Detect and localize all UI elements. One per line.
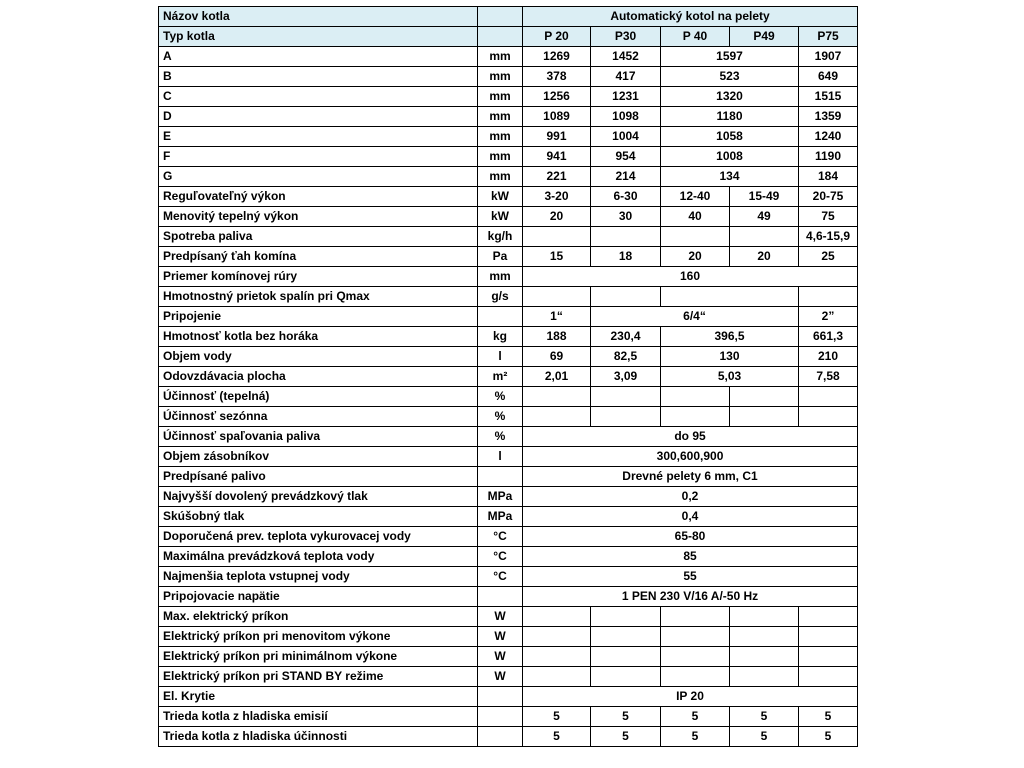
value-p30: 1452 xyxy=(591,47,661,67)
value-p49: 20 xyxy=(730,247,799,267)
value-p20: 941 xyxy=(523,147,591,167)
value-p49 xyxy=(730,667,799,687)
row-label: Menovitý tepelný výkon xyxy=(159,207,478,227)
row-unit: mm xyxy=(478,267,523,287)
value-p30: 6-30 xyxy=(591,187,661,207)
value-p20: 991 xyxy=(523,127,591,147)
row-class-emissions xyxy=(159,707,858,727)
row-label: Účinnosť sezónna xyxy=(159,407,478,427)
row-max-temp xyxy=(159,547,858,567)
row-el-minimum xyxy=(159,647,858,667)
value-all-models: 65-80 xyxy=(523,527,858,547)
value-p30: 3,09 xyxy=(591,367,661,387)
value-p75: 210 xyxy=(799,347,858,367)
value-p30 xyxy=(591,287,661,307)
value-p40-p49: 1008 xyxy=(661,147,799,167)
value-p40 xyxy=(661,647,730,667)
value-p40 xyxy=(661,407,730,427)
value-p20: 5 xyxy=(523,707,591,727)
row-unit: % xyxy=(478,427,523,447)
row-f xyxy=(159,147,858,167)
value-p40-p49: 1320 xyxy=(661,87,799,107)
value-p75 xyxy=(799,627,858,647)
value-p20: 1256 xyxy=(523,87,591,107)
value-p30 xyxy=(591,667,661,687)
row-efficiency-seasonal xyxy=(159,407,858,427)
value-p40 xyxy=(661,667,730,687)
value-p49 xyxy=(730,647,799,667)
value-p40-p49: 1180 xyxy=(661,107,799,127)
row-label: Najmenšia teplota vstupnej vody xyxy=(159,567,478,587)
row-label: Predpísané palivo xyxy=(159,467,478,487)
value-p20 xyxy=(523,667,591,687)
value-p40: 5 xyxy=(661,727,730,747)
row-label: Odovzdávacia plocha xyxy=(159,367,478,387)
row-flue-gas-flow xyxy=(159,287,858,307)
value-p30: 5 xyxy=(591,707,661,727)
row-min-inlet-temp xyxy=(159,567,858,587)
row-unit: MPa xyxy=(478,507,523,527)
value-p20 xyxy=(523,407,591,427)
value-all-models: 1 PEN 230 V/16 A/-50 Hz xyxy=(523,587,858,607)
value-p20: 1“ xyxy=(523,307,591,327)
value-p75: 20-75 xyxy=(799,187,858,207)
row-unit xyxy=(478,467,523,487)
row-unit: kW xyxy=(478,187,523,207)
row-label: Hmotnostný prietok spalín pri Qmax xyxy=(159,287,478,307)
value-all-models: do 95 xyxy=(523,427,858,447)
value-all-models: 300,600,900 xyxy=(523,447,858,467)
header-unit-cell xyxy=(478,7,523,27)
row-label: Doporučená prev. teplota vykurovacej vody xyxy=(159,527,478,547)
row-label: Priemer komínovej rúry xyxy=(159,267,478,287)
row-label: C xyxy=(159,87,478,107)
row-label: Predpísaný ťah komína xyxy=(159,247,478,267)
value-p20: 20 xyxy=(523,207,591,227)
value-p75: 184 xyxy=(799,167,858,187)
row-test-pressure xyxy=(159,507,858,527)
value-p20 xyxy=(523,287,591,307)
value-p49 xyxy=(730,407,799,427)
row-unit: % xyxy=(478,387,523,407)
value-p75 xyxy=(799,387,858,407)
value-p20: 1269 xyxy=(523,47,591,67)
row-label: Hmotnosť kotla bez horáka xyxy=(159,327,478,347)
value-p30: 82,5 xyxy=(591,347,661,367)
row-fuel xyxy=(159,467,858,487)
value-p30: 214 xyxy=(591,167,661,187)
value-p30-p49: 6/4“ xyxy=(591,307,799,327)
value-p30: 1004 xyxy=(591,127,661,147)
value-p75: 2” xyxy=(799,307,858,327)
value-p20: 221 xyxy=(523,167,591,187)
row-c xyxy=(159,87,858,107)
value-p30 xyxy=(591,227,661,247)
value-p20: 5 xyxy=(523,727,591,747)
value-p40-p49: 396,5 xyxy=(661,327,799,347)
value-p20: 15 xyxy=(523,247,591,267)
value-p40 xyxy=(661,607,730,627)
row-label: El. Krytie xyxy=(159,687,478,707)
value-p75: 649 xyxy=(799,67,858,87)
value-p30 xyxy=(591,407,661,427)
value-p75 xyxy=(799,607,858,627)
value-p49 xyxy=(730,627,799,647)
row-connection xyxy=(159,307,858,327)
value-p75: 1907 xyxy=(799,47,858,67)
value-p49: 15-49 xyxy=(730,187,799,207)
row-unit: l xyxy=(478,347,523,367)
value-p20: 188 xyxy=(523,327,591,347)
row-unit: °C xyxy=(478,567,523,587)
row-g xyxy=(159,167,858,187)
row-unit: W xyxy=(478,647,523,667)
row-label: D xyxy=(159,107,478,127)
row-unit: % xyxy=(478,407,523,427)
value-p75 xyxy=(799,287,858,307)
value-p20 xyxy=(523,627,591,647)
row-unit: °C xyxy=(478,547,523,567)
value-all-models: 160 xyxy=(523,267,858,287)
row-efficiency-combustion xyxy=(159,427,858,447)
row-label: Max. elektrický príkon xyxy=(159,607,478,627)
model-p30: P30 xyxy=(591,27,661,47)
value-p75: 1240 xyxy=(799,127,858,147)
value-p30: 30 xyxy=(591,207,661,227)
value-p30 xyxy=(591,607,661,627)
model-p75: P75 xyxy=(799,27,858,47)
row-e xyxy=(159,127,858,147)
value-p20 xyxy=(523,607,591,627)
row-weight xyxy=(159,327,858,347)
boiler-spec-table xyxy=(158,6,858,747)
value-p40 xyxy=(661,227,730,247)
value-p49: 49 xyxy=(730,207,799,227)
row-label: Elektrický príkon pri minimálnom výkone xyxy=(159,647,478,667)
value-all-models: Drevné pelety 6 mm, C1 xyxy=(523,467,858,487)
value-p75 xyxy=(799,407,858,427)
value-p40-p49: 523 xyxy=(661,67,799,87)
value-p40-p49: 5,03 xyxy=(661,367,799,387)
value-p40: 5 xyxy=(661,707,730,727)
value-p20: 3-20 xyxy=(523,187,591,207)
row-unit xyxy=(478,707,523,727)
value-p75: 661,3 xyxy=(799,327,858,347)
row-label: Maximálna prevádzková teplota vody xyxy=(159,547,478,567)
row-unit xyxy=(478,687,523,707)
row-label: Reguľovateľný výkon xyxy=(159,187,478,207)
value-p75: 25 xyxy=(799,247,858,267)
row-unit: kg/h xyxy=(478,227,523,247)
row-label: B xyxy=(159,67,478,87)
value-p75: 1515 xyxy=(799,87,858,107)
row-label: E xyxy=(159,127,478,147)
row-heat-surface xyxy=(159,367,858,387)
row-unit: mm xyxy=(478,147,523,167)
value-p49: 5 xyxy=(730,727,799,747)
row-unit: l xyxy=(478,447,523,467)
value-p49 xyxy=(730,607,799,627)
row-protection xyxy=(159,687,858,707)
value-p20 xyxy=(523,647,591,667)
boiler-type-label: Typ kotla xyxy=(159,27,478,47)
row-fuel-consumption xyxy=(159,227,858,247)
value-p30: 230,4 xyxy=(591,327,661,347)
row-label: Elektrický príkon pri menovitom výkone xyxy=(159,627,478,647)
row-efficiency-thermal xyxy=(159,387,858,407)
row-label: Trieda kotla z hladiska emisií xyxy=(159,707,478,727)
row-max-pressure xyxy=(159,487,858,507)
value-p75: 5 xyxy=(799,707,858,727)
row-chimney-diameter xyxy=(159,267,858,287)
value-p75: 7,58 xyxy=(799,367,858,387)
row-unit: m² xyxy=(478,367,523,387)
value-p40: 40 xyxy=(661,207,730,227)
row-unit xyxy=(478,587,523,607)
row-label: Pripojenie xyxy=(159,307,478,327)
value-p40-p49: 1058 xyxy=(661,127,799,147)
row-unit: mm xyxy=(478,107,523,127)
value-p30 xyxy=(591,387,661,407)
row-unit: kg xyxy=(478,327,523,347)
value-p20 xyxy=(523,227,591,247)
value-p40 xyxy=(661,387,730,407)
row-unit: mm xyxy=(478,127,523,147)
row-unit: mm xyxy=(478,167,523,187)
row-d xyxy=(159,107,858,127)
value-p30 xyxy=(591,627,661,647)
row-water-volume xyxy=(159,347,858,367)
row-b xyxy=(159,67,858,87)
row-regulated-output xyxy=(159,187,858,207)
row-voltage xyxy=(159,587,858,607)
row-label: Spotreba paliva xyxy=(159,227,478,247)
row-unit: W xyxy=(478,667,523,687)
value-p20: 69 xyxy=(523,347,591,367)
row-label: A xyxy=(159,47,478,67)
value-all-models: 0,2 xyxy=(523,487,858,507)
row-unit: mm xyxy=(478,87,523,107)
value-p75: 4,6-15,9 xyxy=(799,227,858,247)
value-p40: 20 xyxy=(661,247,730,267)
row-unit: MPa xyxy=(478,487,523,507)
row-label: Objem vody xyxy=(159,347,478,367)
value-p30: 1098 xyxy=(591,107,661,127)
value-p20 xyxy=(523,387,591,407)
row-unit: W xyxy=(478,607,523,627)
row-unit: Pa xyxy=(478,247,523,267)
row-unit xyxy=(478,727,523,747)
row-chimney-draft xyxy=(159,247,858,267)
row-unit: mm xyxy=(478,67,523,87)
value-all-models: 85 xyxy=(523,547,858,567)
model-p20: P 20 xyxy=(523,27,591,47)
value-p30: 417 xyxy=(591,67,661,87)
value-p75: 75 xyxy=(799,207,858,227)
row-label: Trieda kotla z hladiska účinnosti xyxy=(159,727,478,747)
row-a xyxy=(159,47,858,67)
value-p30 xyxy=(591,647,661,667)
table-title: Automatický kotol na pelety xyxy=(523,7,858,27)
model-p40: P 40 xyxy=(661,27,730,47)
row-recommended-temp xyxy=(159,527,858,547)
row-label: Objem zásobníkov xyxy=(159,447,478,467)
value-all-models: 55 xyxy=(523,567,858,587)
value-p40-p49 xyxy=(661,287,799,307)
value-p75: 1190 xyxy=(799,147,858,167)
value-p30: 18 xyxy=(591,247,661,267)
value-p30: 1231 xyxy=(591,87,661,107)
row-unit: W xyxy=(478,627,523,647)
row-label: Účinnosť spaľovania paliva xyxy=(159,427,478,447)
value-p40-p49: 130 xyxy=(661,347,799,367)
value-p40-p49: 134 xyxy=(661,167,799,187)
value-p40: 12-40 xyxy=(661,187,730,207)
row-unit: °C xyxy=(478,527,523,547)
value-all-models: IP 20 xyxy=(523,687,858,707)
value-p49 xyxy=(730,227,799,247)
value-p75: 1359 xyxy=(799,107,858,127)
row-label: F xyxy=(159,147,478,167)
value-p75: 5 xyxy=(799,727,858,747)
row-unit: g/s xyxy=(478,287,523,307)
header-row-type xyxy=(159,27,858,47)
row-nominal-output xyxy=(159,207,858,227)
value-p75 xyxy=(799,647,858,667)
value-p40-p49: 1597 xyxy=(661,47,799,67)
row-unit: mm xyxy=(478,47,523,67)
value-p20: 1089 xyxy=(523,107,591,127)
value-all-models: 0,4 xyxy=(523,507,858,527)
row-label: Elektrický príkon pri STAND BY režime xyxy=(159,667,478,687)
model-p49: P49 xyxy=(730,27,799,47)
header-unit-cell xyxy=(478,27,523,47)
row-hopper-volume xyxy=(159,447,858,467)
boiler-name-label: Názov kotla xyxy=(159,7,478,27)
value-p30: 5 xyxy=(591,727,661,747)
value-p20: 378 xyxy=(523,67,591,87)
row-label: Pripojovacie napätie xyxy=(159,587,478,607)
row-label: Účinnosť (tepelná) xyxy=(159,387,478,407)
row-label: G xyxy=(159,167,478,187)
row-class-efficiency xyxy=(159,727,858,747)
value-p20: 2,01 xyxy=(523,367,591,387)
row-label: Najvyšší dovolený prevádzkový tlak xyxy=(159,487,478,507)
header-row-name xyxy=(159,7,858,27)
value-p30: 954 xyxy=(591,147,661,167)
value-p75 xyxy=(799,667,858,687)
row-el-nominal xyxy=(159,627,858,647)
row-el-standby xyxy=(159,667,858,687)
row-unit xyxy=(478,307,523,327)
row-el-max xyxy=(159,607,858,627)
row-label: Skúšobný tlak xyxy=(159,507,478,527)
value-p40 xyxy=(661,627,730,647)
row-unit: kW xyxy=(478,207,523,227)
value-p49 xyxy=(730,387,799,407)
value-p49: 5 xyxy=(730,707,799,727)
